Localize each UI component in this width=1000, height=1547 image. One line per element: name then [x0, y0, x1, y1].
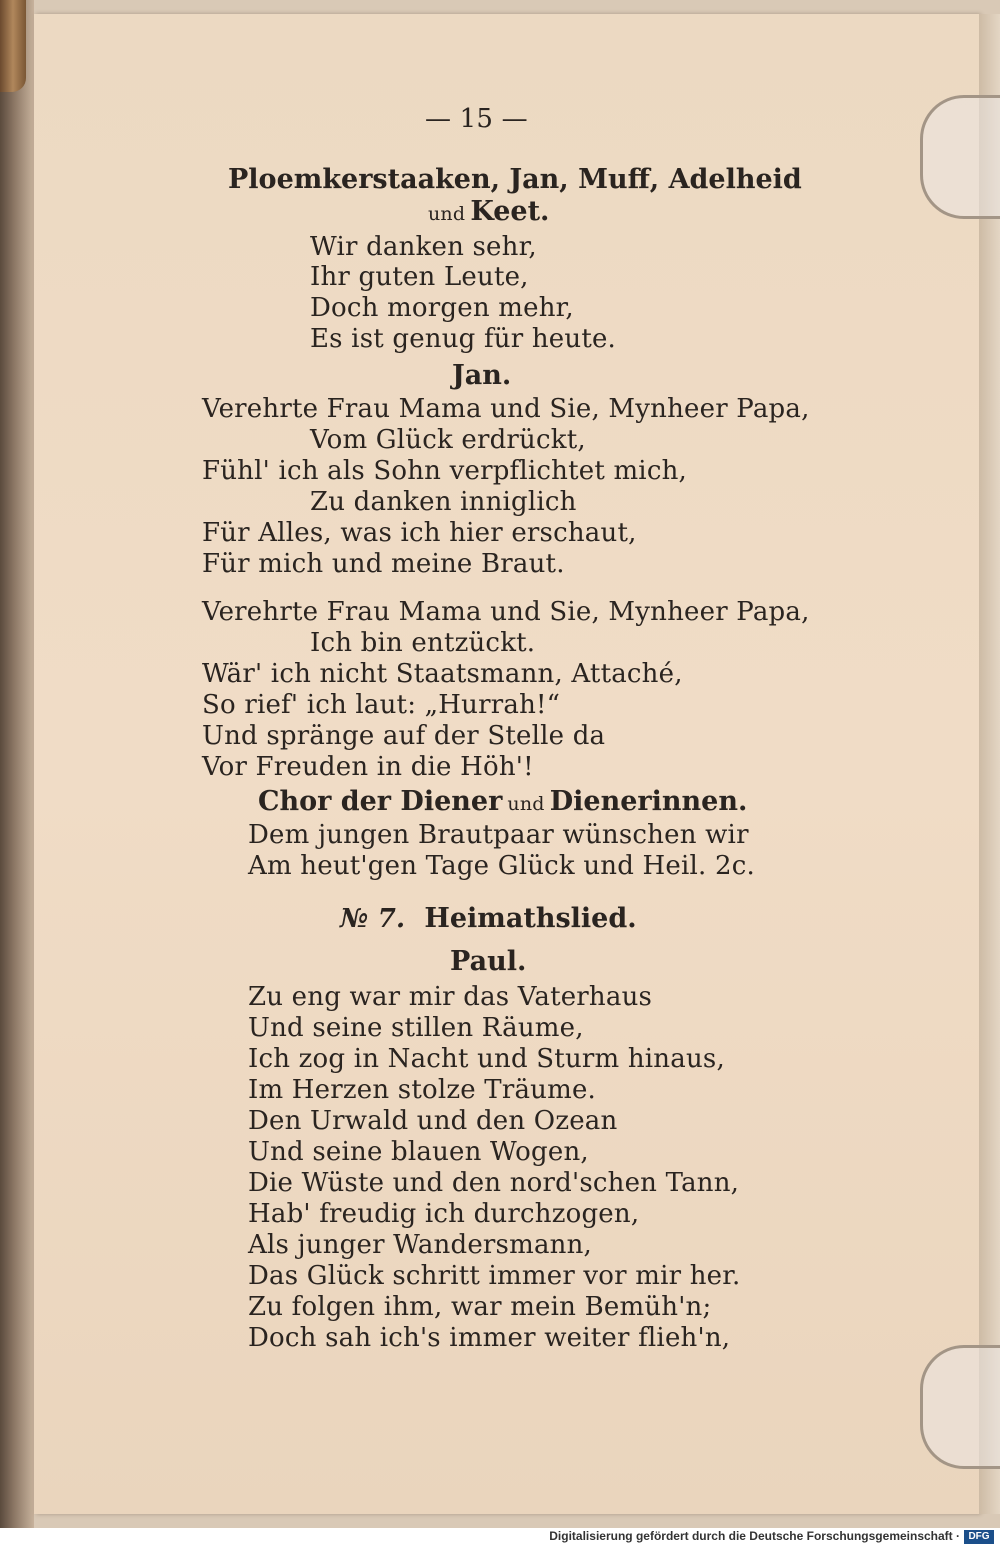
- verse-line: Zu eng war mir das Vaterhaus: [248, 982, 653, 1012]
- verse-line: Wir danken sehr,: [310, 232, 537, 262]
- speaker-jan: Jan.: [452, 360, 512, 391]
- chorus-and: und: [507, 793, 545, 815]
- verse-line: Zu folgen ihm, war mein Bemüh'n;: [248, 1292, 712, 1322]
- verse-line: Im Herzen stolze Träume.: [248, 1075, 597, 1105]
- verse-line: Und seine blauen Wogen,: [248, 1137, 589, 1167]
- verse-line: Dem jungen Brautpaar wünschen wir: [248, 820, 749, 850]
- chorus-speaker-a: Chor der Diener: [258, 786, 503, 817]
- verse-line: Und seine stillen Räume,: [248, 1013, 584, 1043]
- song-number: № 7.: [340, 904, 406, 934]
- speaker-heading: Ploemkerstaaken, Jan, Muff, Adelheid: [228, 164, 802, 195]
- speaker-paul: Paul.: [450, 946, 527, 977]
- dfg-logo: DFG: [964, 1530, 994, 1544]
- verse-line: So rief' ich laut: „Hurrah!“: [202, 690, 561, 720]
- verse-line: Doch sah ich's immer weiter flieh'n,: [248, 1323, 731, 1353]
- verse-line: Wär' ich nicht Staatsmann, Attaché,: [202, 659, 683, 689]
- verse-line: Vom Glück erdrückt,: [310, 425, 586, 455]
- verse-line: Am heut'gen Tage Glück und Heil. 2c.: [248, 851, 755, 881]
- verse-line: Den Urwald und den Ozean: [248, 1106, 618, 1136]
- verse-line: Es ist genug für heute.: [310, 324, 617, 354]
- verse-line: Fühl' ich als Sohn verpflichtet mich,: [202, 456, 687, 486]
- verse-line: Ich zog in Nacht und Sturm hinaus,: [248, 1044, 725, 1074]
- verse-line: Ihr guten Leute,: [310, 262, 529, 292]
- footer-bar: [0, 1528, 1000, 1547]
- verse-line: Doch morgen mehr,: [310, 293, 574, 323]
- verse-line: Und spränge auf der Stelle da: [202, 721, 606, 751]
- verse-line: Hab' freudig ich durchzogen,: [248, 1199, 640, 1229]
- verse-line: Als junger Wandersmann,: [248, 1230, 592, 1260]
- speaker-heading-line2: [428, 196, 549, 229]
- verse-line: Vor Freuden in die Höh'!: [202, 752, 534, 782]
- verse-line: Zu danken inniglich: [310, 487, 577, 517]
- chorus-speaker-b: Dienerinnen.: [549, 786, 748, 817]
- verse-line: Für Alles, was ich hier erschaut,: [202, 518, 637, 548]
- verse-line: Das Glück schritt immer vor mir her.: [248, 1261, 741, 1291]
- speaker-and: und: [428, 203, 466, 225]
- song-heading: [340, 903, 637, 935]
- footer-credit: Digitalisierung gefördert durch die Deutsche Forschungsgemeinschaft ·: [549, 1529, 960, 1543]
- chorus-heading: [258, 786, 747, 819]
- verse-line: Ich bin entzückt.: [310, 628, 536, 658]
- song-title: Heimathslied.: [424, 903, 637, 934]
- verse-line: Verehrte Frau Mama und Sie, Mynheer Papa,: [202, 394, 810, 424]
- verse-line: Die Wüste und den nord'schen Tann,: [248, 1168, 740, 1198]
- verse-line: Verehrte Frau Mama und Sie, Mynheer Papa,: [202, 597, 810, 627]
- page-number: — 15 —: [425, 104, 528, 134]
- speaker-last: Keet.: [470, 196, 550, 227]
- verse-line: Für mich und meine Braut.: [202, 549, 565, 579]
